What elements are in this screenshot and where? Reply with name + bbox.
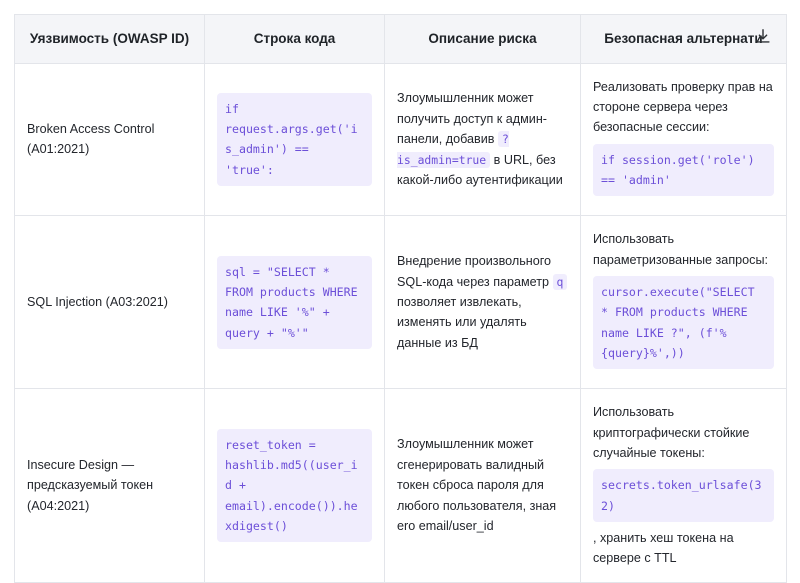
desc-inline-code: ?is_admin=true [397, 132, 509, 167]
cell-vulnerability-name: Insecure Design — предсказуемый токен (A04:2021) [15, 389, 205, 583]
column-header-secure-alternative: Безопасная альтернати [581, 15, 787, 64]
column-header-risk-description: Описание риска [385, 15, 581, 64]
column-header-vulnerability: Уязвимость (OWASP ID) [15, 15, 205, 64]
risk-description-text [397, 254, 567, 350]
desc-inline-code: q [553, 274, 568, 290]
code-snippet: if request.args.get('is_admin') == 'true': [217, 93, 372, 186]
desc-text-run: в URL, без какой-либо аутентификации [397, 152, 563, 188]
desc-text-run: позволяет извлекать, изменять или удалять данные из БД [397, 295, 527, 350]
alt-text-run: , хранить хеш токена на сервере с TTL [593, 530, 734, 566]
alt-text-run: Использовать параметризованные запросы: [593, 232, 768, 267]
cell-secure-alternative [581, 63, 787, 216]
column-header-code-line: Строка кода [205, 15, 385, 64]
table-header [15, 15, 787, 64]
table-row [15, 389, 787, 583]
vulnerability-table [14, 14, 787, 583]
alternative-stack [593, 402, 774, 569]
table-row [15, 63, 787, 216]
cell-risk-description [385, 63, 581, 216]
desc-text-run: Злоумышленник может получить доступ к админ-панели, добавив [397, 91, 547, 147]
alternative-stack [593, 229, 774, 369]
cell-vulnerability-name: SQL Injection (A03:2021) [15, 216, 205, 389]
alt-code-snippet: secrets.token_urlsafe(32) [593, 469, 774, 522]
table-row [15, 216, 787, 389]
code-snippet: sql = "SELECT * FROM products WHERE name LIKE '%" + query + "%'" [217, 256, 372, 349]
cell-code-line [205, 63, 385, 216]
alt-code-snippet: if session.get('role') == 'admin' [593, 144, 774, 197]
alt-code-snippet: cursor.execute("SELECT * FROM products WHERE name LIKE ?", (f'%{query}%',)) [593, 276, 774, 369]
risk-description-text [397, 91, 563, 187]
cell-vulnerability-name: Broken Access Control (A01:2021) [15, 63, 205, 216]
desc-text-run: Внедрение произвольного SQL-кода через параметр [397, 254, 553, 289]
code-snippet: reset_token = hashlib.md5((user_id + email).encode()).hexdigest() [217, 429, 372, 542]
table-body [15, 63, 787, 582]
risk-description-text: Злоумышленник может сгенерировать валидный токен сброса пароля для любого пользователя, зная ero email/user_id [397, 437, 557, 534]
alt-text-run: Реализовать проверку прав на стороне сервера через безопасные сессии: [593, 79, 773, 135]
cell-secure-alternative [581, 216, 787, 389]
cell-code-line [205, 389, 385, 583]
table-header-row [15, 15, 787, 64]
cell-secure-alternative [581, 389, 787, 583]
cell-code-line [205, 216, 385, 389]
alternative-stack [593, 77, 774, 197]
cell-risk-description [385, 389, 581, 583]
alt-text-run: Использовать криптографически стойкие случайные токены: [593, 405, 750, 460]
download-icon[interactable] [754, 28, 772, 46]
cell-risk-description [385, 216, 581, 389]
